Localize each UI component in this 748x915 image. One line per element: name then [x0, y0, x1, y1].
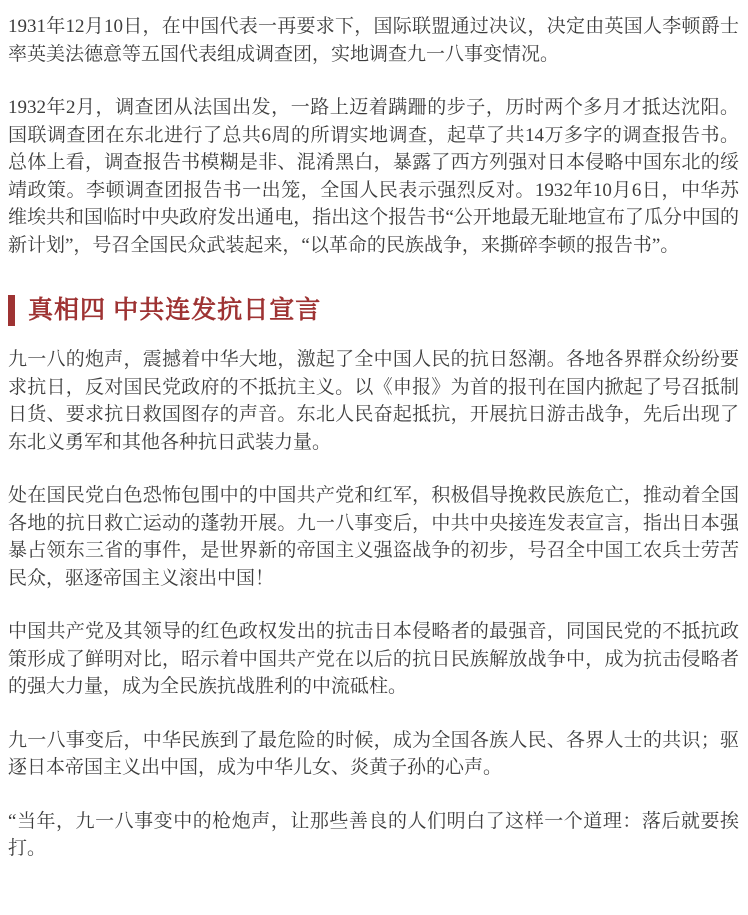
paragraph-lytton-report: 1932年2月，调查团从法国出发，一路上迈着蹒跚的步子，历时两个多月才抵达沈阳。国联调查团在东北进行了总共6周的所谓实地调查，起草了共14万多字的调查报告书。总体上看，调查报告书模糊是非、混淆黑白，暴露了西方列强对日本侵略中国东北的绥靖政策。李顿调查团报告书一出笼，全国人民表示强烈反对。1932年10月6日，中华苏维埃共和国临时中央政府发出通电，指出这个报告书“公开地最无耻地宣布了瓜分中国的新计划”，号召全国民众武装起来，“以革命的民族战争，来撕碎李顿的报告书”。	[8, 97, 739, 256]
heading-accent-bar	[8, 295, 15, 326]
paragraph-lesson-quote: “当年，九一八事变中的枪炮声，让那些善良的人们明白了这样一个道理：落后就要挨打。	[8, 810, 739, 859]
paragraph-ccp-strongest-voice: 中国共产党及其领导的红色政权发出的抗击日本侵略者的最强音，同国民党的不抵抗政策形成了鲜明对比，昭示着中国共产党在以后的抗日民族解放战争中，成为抗击侵略者的强大力量，成为全民族抗战胜利的中流砥柱。	[8, 621, 739, 697]
paragraph-national-outrage: 九一八的炮声，震撼着中华大地，激起了全中国人民的抗日怒潮。各地各界群众纷纷要求抗日，反对国民党政府的不抵抗主义。以《申报》为首的报刊在国内掀起了号召抵制日货、要求抗日救国图存的声音。东北人民奋起抵抗，开展抗日游击战争，先后出现了东北义勇军和其他各种抗日武装力量。	[8, 349, 739, 453]
section-heading	[8, 295, 739, 326]
paragraph-ccp-declarations: 处在国民党白色恐怖包围中的中国共产党和红军，积极倡导挽救民族危亡，推动着全国各地的抗日救亡运动的蓬勃开展。九一八事变后，中共中央接连发表宣言，指出日本强暴占领东三省的事件，是世界新的帝国主义强盗战争的初步，号召全中国工农兵士劳苦民众，驱逐帝国主义滚出中国！	[8, 485, 739, 589]
paragraph-league-resolution: 1931年12月10日，在中国代表一再要求下，国际联盟通过决议，决定由英国人李顿爵士率英美法德意等五国代表组成调查团，实地调查九一八事变情况。	[8, 16, 739, 65]
paragraph-national-consensus: 九一八事变后，中华民族到了最危险的时候，成为全国各族人民、各界人士的共识；驱逐日本帝国主义出中国，成为中华儿女、炎黄子孙的心声。	[8, 729, 739, 778]
section-heading-text: 真相四 中共连发抗日宣言	[28, 297, 322, 324]
